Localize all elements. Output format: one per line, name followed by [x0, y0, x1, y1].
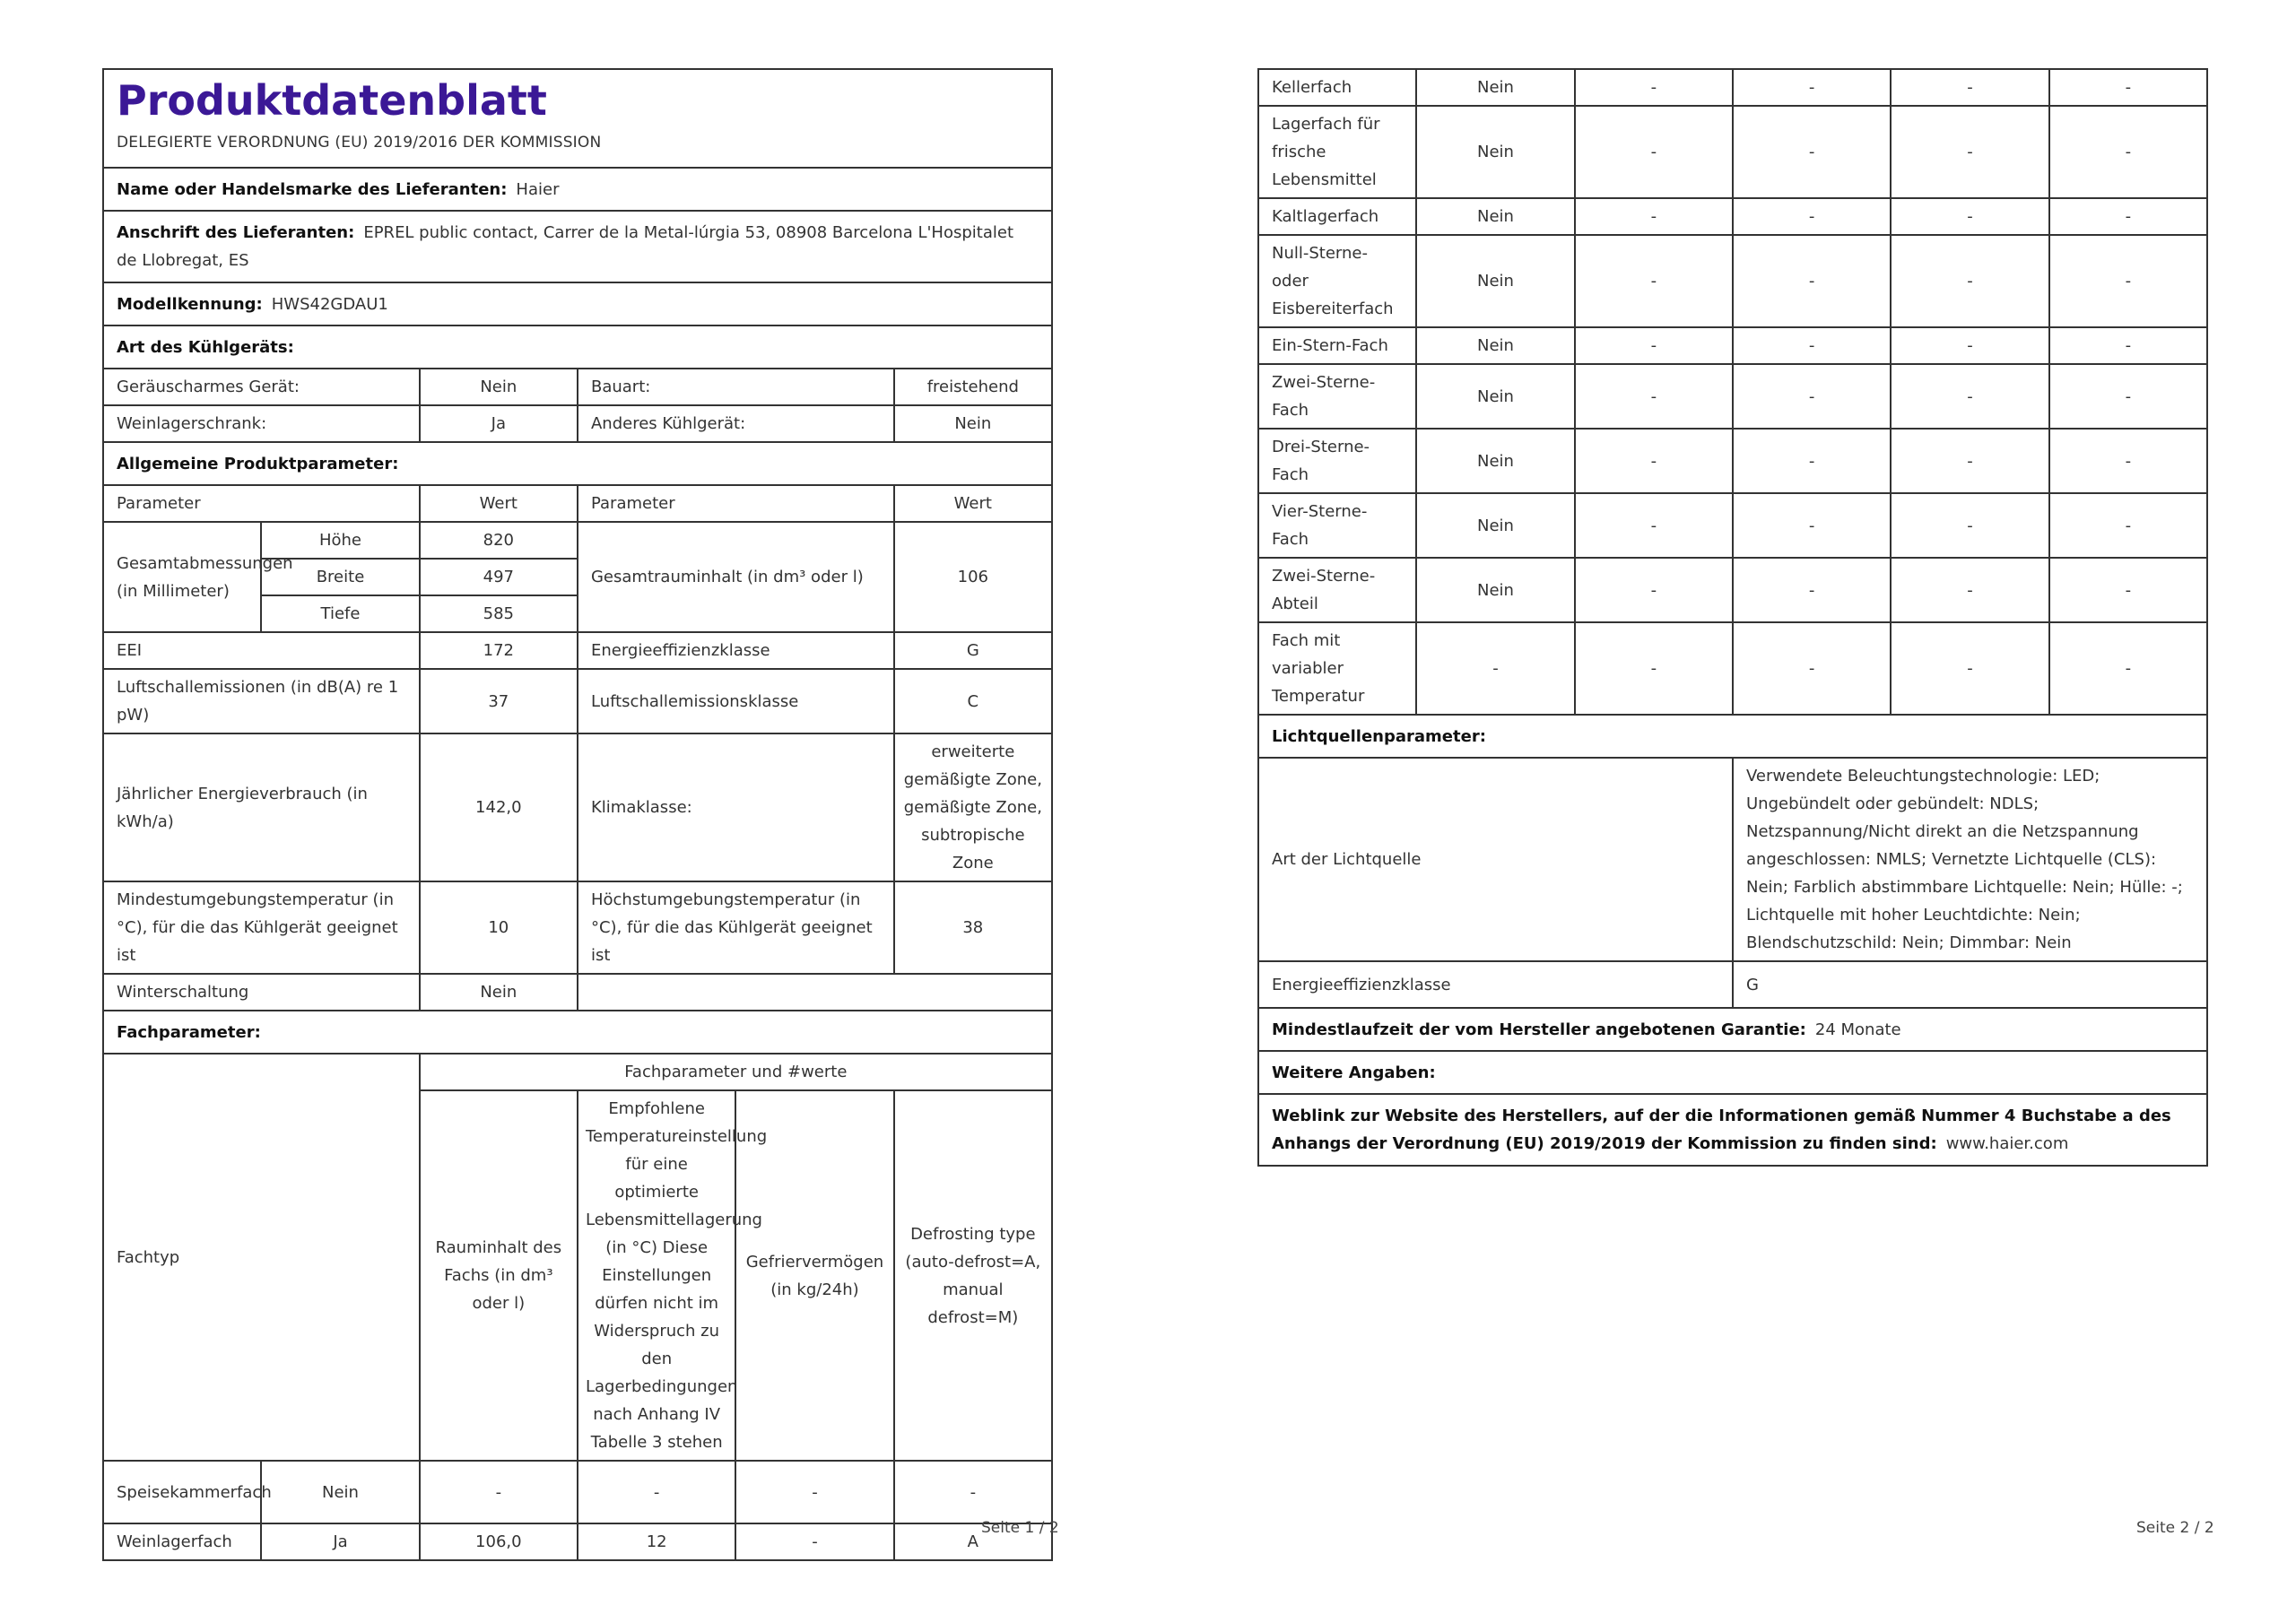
wine-cabinet-label: Weinlagerschrank: — [103, 405, 420, 442]
compartment-params-heading: Fachparameter: — [103, 1011, 1052, 1054]
compartment-temp: - — [1733, 622, 1891, 715]
page-number-1: Seite 1 / 2 — [981, 1519, 1059, 1537]
col-value-header-2: Wert — [894, 485, 1052, 522]
compartment-present: Nein — [1416, 69, 1574, 106]
compartment-name: Zwei-Sterne-Abteil — [1258, 558, 1416, 622]
compartment-temp: - — [1733, 429, 1891, 493]
design-value: freistehend — [894, 369, 1052, 405]
compartment-defrost: - — [2049, 235, 2207, 327]
max-temp-label: Höchstumgebungstemperatur (in °C), für die das Kühlgerät geeignet ist — [578, 881, 894, 974]
compartment-defrost: - — [2049, 622, 2207, 715]
compartment-volume: - — [1575, 69, 1733, 106]
compartment-defrost: - — [894, 1461, 1052, 1523]
supplier-address-row — [103, 211, 1052, 282]
eei-label: EEI — [103, 632, 420, 669]
compartment-temp: - — [1733, 493, 1891, 558]
compartment-type-label: Fachtyp — [103, 1054, 420, 1461]
compartment-values-heading: Fachparameter und #werte — [420, 1054, 1052, 1090]
compartment-temp: - — [1733, 69, 1891, 106]
compartment-defrost: - — [2049, 69, 2207, 106]
compartment-freezing: - — [1891, 493, 2048, 558]
noise-class-value: C — [894, 669, 1052, 733]
warranty-label: Mindestlaufzeit der vom Hersteller angebotenen Garantie: — [1272, 1020, 1806, 1039]
compartment-temp: - — [578, 1461, 735, 1523]
light-source-type-value: Verwendete Beleuchtungstechnologie: LED; Ungebündelt oder gebündelt: NDLS; Netzspannung/Nicht direkt an die Netzspannung angeschlossen: NMLS; Vernetzte Lichtquelle (CLS): Nein; Farblich abstimmbare Lichtquelle: Nein; Hülle: -; Lichtquelle mit hoher Leuchtdichte: Nein; Blendschutzschild: Nein; Dimmbar: Nein — [1733, 758, 2207, 961]
compartment-freezing: - — [1891, 69, 2048, 106]
compartment-name: Weinlagerfach — [103, 1523, 261, 1560]
further-info-heading: Weitere Angaben: — [1258, 1051, 2207, 1094]
compartment-freezing: - — [1891, 106, 2048, 198]
compartment-present: Ja — [261, 1523, 419, 1560]
light-energy-class-label: Energieeffizienzklasse — [1258, 961, 1733, 1008]
table-row — [1258, 327, 2207, 364]
energy-class-label: Energieeffizienzklasse — [578, 632, 894, 669]
table-row — [1258, 364, 2207, 429]
width-value: 497 — [420, 559, 578, 595]
dimensions-label: Gesamtabmessungen (in Millimeter) — [103, 522, 261, 632]
col-defrost-header: Defrosting type (auto-defrost=A, manual defrost=M) — [894, 1090, 1052, 1461]
compartment-temp: - — [1733, 327, 1891, 364]
table-row — [1258, 198, 2207, 235]
col-temp-header: Empfohlene Temperatureinstellung für eine optimierte Lebensmittellagerung (in °C) Diese Einstellungen dürfen nicht im Widerspruch zu den Lagerbedingungen nach Anhang IV Tabelle 3 stehen — [578, 1090, 735, 1461]
annual-energy-label: Jährlicher Energieverbrauch (in kWh/a) — [103, 733, 420, 881]
compartment-freezing: - — [1891, 429, 2048, 493]
compartment-defrost: - — [2049, 364, 2207, 429]
supplier-name-row — [103, 168, 1052, 211]
warranty-value: 24 Monate — [1814, 1020, 1901, 1039]
title-cell — [103, 69, 1052, 168]
noise-class-label: Luftschallemissionsklasse — [578, 669, 894, 733]
compartment-volume: - — [1575, 106, 1733, 198]
supplier-name-value: Haier — [516, 179, 560, 199]
compartment-temp: - — [1733, 198, 1891, 235]
compartment-volume: - — [1575, 198, 1733, 235]
supplier-name-label: Name oder Handelsmarke des Lieferanten: — [117, 179, 508, 199]
compartment-name: Null-Sterne- oder Eisbereiterfach — [1258, 235, 1416, 327]
weblink-label: Weblink zur Website des Herstellers, auf der die Informationen gemäß Nummer 4 Buchstabe a des Anhangs der Verordnung (EU) 2019/2019 der Kommission zu finden sind: — [1272, 1107, 2171, 1153]
page-number-2: Seite 2 / 2 — [2136, 1519, 2214, 1537]
compartment-freezing: - — [1891, 558, 2048, 622]
compartment-freezing: - — [735, 1523, 893, 1560]
page-title: Produktdatenblatt — [117, 76, 547, 125]
compartment-present: Nein — [1416, 364, 1574, 429]
compartment-volume: - — [1575, 235, 1733, 327]
col-parameter-header-2: Parameter — [578, 485, 894, 522]
compartment-present: Nein — [1416, 493, 1574, 558]
general-params-heading: Allgemeine Produktparameter: — [103, 442, 1052, 485]
compartment-present: - — [1416, 622, 1574, 715]
weblink-row — [1258, 1094, 2207, 1166]
winter-value: Nein — [420, 974, 578, 1011]
low-noise-label: Geräuscharmes Gerät: — [103, 369, 420, 405]
appliance-type-heading: Art des Kühlgeräts: — [103, 325, 1052, 369]
warranty-row — [1258, 1008, 2207, 1051]
eei-value: 172 — [420, 632, 578, 669]
compartment-present: Nein — [1416, 106, 1574, 198]
compartment-present: Nein — [1416, 558, 1574, 622]
compartment-temp: - — [1733, 558, 1891, 622]
regulation-subtitle: DELEGIERTE VERORDNUNG (EU) 2019/2016 DER KOMMISSION — [117, 134, 602, 152]
table-row — [1258, 235, 2207, 327]
design-label: Bauart: — [578, 369, 894, 405]
compartment-name: Kellerfach — [1258, 69, 1416, 106]
wine-cabinet-value: Ja — [420, 405, 578, 442]
light-source-type-label: Art der Lichtquelle — [1258, 758, 1733, 961]
table-row — [1258, 106, 2207, 198]
model-label: Modellkennung: — [117, 294, 263, 314]
compartment-name: Lagerfach für frische Lebensmittel — [1258, 106, 1416, 198]
compartment-defrost: - — [2049, 493, 2207, 558]
compartment-present: Nein — [1416, 429, 1574, 493]
width-label: Breite — [261, 559, 419, 595]
model-row — [103, 282, 1052, 325]
compartment-defrost: - — [2049, 106, 2207, 198]
annual-energy-value: 142,0 — [420, 733, 578, 881]
depth-value: 585 — [420, 595, 578, 632]
compartment-name: Vier-Sterne-Fach — [1258, 493, 1416, 558]
page-1 — [102, 68, 1053, 1561]
noise-emission-value: 37 — [420, 669, 578, 733]
compartment-volume: 106,0 — [420, 1523, 578, 1560]
model-value: HWS42GDAU1 — [271, 294, 388, 314]
other-appliance-label: Anderes Kühlgerät: — [578, 405, 894, 442]
table-row — [1258, 429, 2207, 493]
compartment-freezing: - — [1891, 622, 2048, 715]
compartment-volume: - — [1575, 622, 1733, 715]
col-parameter-header: Parameter — [103, 485, 420, 522]
compartment-freezing: - — [1891, 364, 2048, 429]
max-temp-value: 38 — [894, 881, 1052, 974]
col-freezing-header: Gefriervermögen (in kg/24h) — [735, 1090, 893, 1461]
compartments-table — [1257, 68, 2208, 1167]
compartment-defrost: - — [2049, 429, 2207, 493]
compartment-name: Drei-Sterne-Fach — [1258, 429, 1416, 493]
compartment-volume: - — [1575, 429, 1733, 493]
compartment-temp: - — [1733, 235, 1891, 327]
compartment-present: Nein — [1416, 198, 1574, 235]
supplier-address-label: Anschrift des Lieferanten: — [117, 223, 355, 242]
noise-emission-label: Luftschallemissionen (in dB(A) re 1 pW) — [103, 669, 420, 733]
total-volume-label: Gesamtrauminhalt (in dm³ oder l) — [578, 522, 894, 632]
compartment-name: Fach mit variabler Temperatur — [1258, 622, 1416, 715]
table-row — [1258, 622, 2207, 715]
col-volume-header: Rauminhalt des Fachs (in dm³ oder l) — [420, 1090, 578, 1461]
compartment-defrost: A — [894, 1523, 1052, 1560]
table-row — [1258, 69, 2207, 106]
compartment-volume: - — [1575, 493, 1733, 558]
compartment-name: Kaltlagerfach — [1258, 198, 1416, 235]
energy-class-value: G — [894, 632, 1052, 669]
low-noise-value: Nein — [420, 369, 578, 405]
light-energy-class-value: G — [1733, 961, 2207, 1008]
compartment-name: Speisekammerfach — [103, 1461, 261, 1523]
compartment-temp: 12 — [578, 1523, 735, 1560]
other-appliance-value: Nein — [894, 405, 1052, 442]
table-row — [1258, 493, 2207, 558]
height-value: 820 — [420, 522, 578, 559]
compartment-volume: - — [1575, 364, 1733, 429]
compartment-freezing: - — [735, 1461, 893, 1523]
total-volume-value: 106 — [894, 522, 1052, 632]
min-temp-value: 10 — [420, 881, 578, 974]
compartment-defrost: - — [2049, 558, 2207, 622]
table-row — [1258, 558, 2207, 622]
winter-label: Winterschaltung — [103, 974, 420, 1011]
climate-class-label: Klimaklasse: — [578, 733, 894, 881]
table-row — [103, 1523, 1052, 1560]
light-source-heading: Lichtquellenparameter: — [1258, 715, 2207, 758]
compartment-defrost: - — [2049, 327, 2207, 364]
page-2 — [1257, 68, 2208, 1167]
product-datasheet-table — [102, 68, 1053, 1561]
compartment-volume: - — [1575, 327, 1733, 364]
compartment-temp: - — [1733, 364, 1891, 429]
col-value-header: Wert — [420, 485, 578, 522]
supplier-address-value: EPREL public contact, Carrer de la Metal-lúrgia 53, 08908 Barcelona L'Hospitalet de Llobregat, ES — [117, 223, 1013, 270]
climate-class-value: erweiterte gemäßigte Zone, gemäßigte Zone, subtropische Zone — [894, 733, 1052, 881]
compartment-temp: - — [1733, 106, 1891, 198]
height-label: Höhe — [261, 522, 419, 559]
compartment-freezing: - — [1891, 327, 2048, 364]
compartment-present: Nein — [1416, 235, 1574, 327]
empty-cell — [578, 974, 1052, 1011]
compartment-freezing: - — [1891, 235, 2048, 327]
min-temp-label: Mindestumgebungstemperatur (in °C), für die das Kühlgerät geeignet ist — [103, 881, 420, 974]
weblink-value[interactable]: www.haier.com — [1945, 1134, 2069, 1153]
compartment-present: Nein — [261, 1461, 419, 1523]
compartment-freezing: - — [1891, 198, 2048, 235]
compartment-name: Ein-Stern-Fach — [1258, 327, 1416, 364]
compartment-defrost: - — [2049, 198, 2207, 235]
compartment-present: Nein — [1416, 327, 1574, 364]
compartment-volume: - — [1575, 558, 1733, 622]
table-row — [103, 1461, 1052, 1523]
compartment-name: Zwei-Sterne-Fach — [1258, 364, 1416, 429]
compartment-volume: - — [420, 1461, 578, 1523]
depth-label: Tiefe — [261, 595, 419, 632]
